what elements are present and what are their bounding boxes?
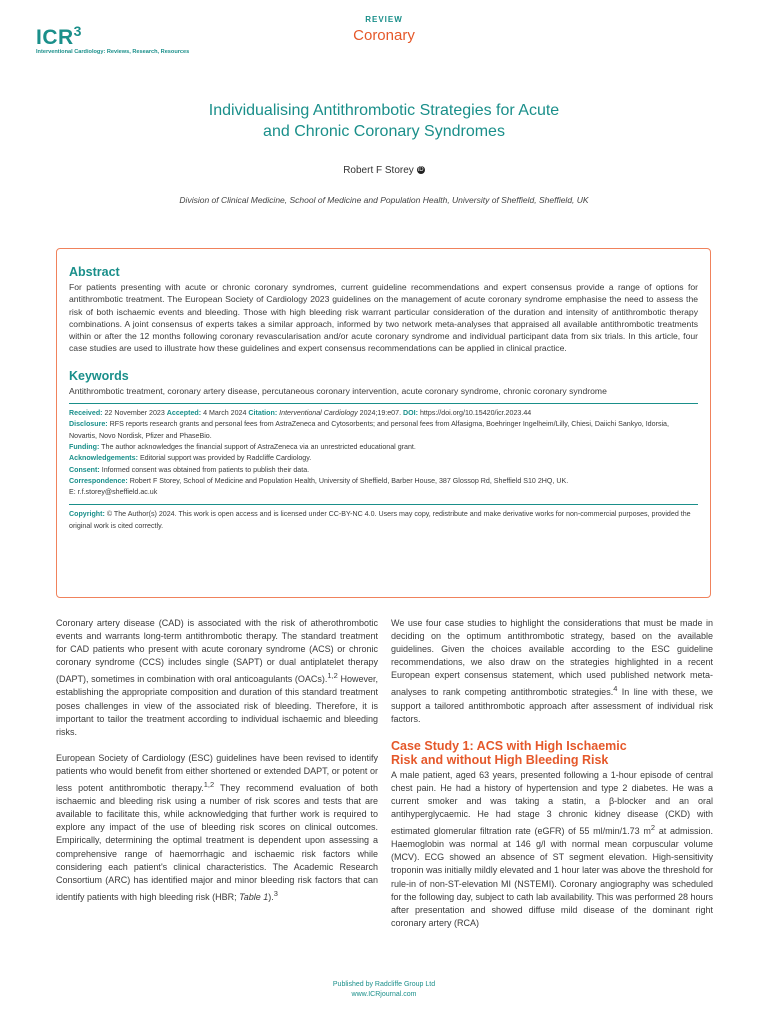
copyright-text: © The Author(s) 2024. This work is open access and is licensed under CC-BY-NC 4.0. Users may copy, redistribute and make derivative works for non-commercial purposes, provided the original work is cited correctly. [69,510,691,530]
accepted-label: Accepted: [166,409,202,418]
case-study-1-heading: Case Study 1: ACS with High Ischaemic Risk and without High Bleeding Risk [391,738,627,767]
accepted-date: 4 March 2024 [201,409,249,418]
reference-superscript[interactable]: 3 [273,888,278,898]
divider [69,403,698,404]
abstract-box [56,248,711,598]
journal-url[interactable]: www.ICRjournal.com [351,991,417,998]
table-reference[interactable]: Table 1 [239,891,269,902]
funding-text: The author acknowledges the financial support of AstraZeneca via an unrestricted educational grant. [99,442,416,451]
orcid-icon[interactable]: iD [417,167,424,174]
doi-link[interactable]: https://doi.org/10.15420/icr.2023.44 [418,409,532,418]
reference-superscript[interactable]: 4 [613,684,618,694]
consent-line [69,465,698,476]
keywords-heading: Keywords [69,368,129,383]
logo-superscript: 3 [73,23,82,39]
body-paragraph: We use four case studies to highlight the considerations that must be made in deciding on the optimum antithrombotic strategy, based on the available guidelines. Given the choices available according to the ESC guideline recommendations, we also draw on the strategies highlighted in a recent European expert consensus statement, which used published network meta-analyses to rank competing antithrombotic strategies.$^4$ In line with these, we support a tailored antithrombotic approach after assessment of individual risk factors. [391,618,714,724]
title-line-2: and Chronic Coronary Syndromes [263,123,505,140]
acknowledgements-label: Acknowledgements: [69,454,138,463]
abstract-text: For patients presenting with acute or chronic coronary syndromes, current guideline recommendations and expert consensus provide a range of options for antithrombotic treatment. The European Society of Cardiology 2023 guidelines on the management of acute coronary syndrome emphasise the need to assess the risk of both ischaemic events and bleeding. Those with high bleeding risk warrant particular consideration of the duration and intensity of antithrombotic therapy combinations. A joint consensus of experts takes a similar approach, informed by two network meta-analyses that appraised all available antithrombotic treatments within or after the 12 months following coronary revascularisation and/or acute coronary syndrome and individual participant data from six trials. In this article, four case studies are used to illustrate how these guidelines and expert consensus recommendations can be applied in clinical practice. [69,282,698,354]
citation-details: 2024;19:e07. [357,409,404,418]
doi-label: DOI: [403,409,419,418]
divider [69,504,698,505]
disclosure-line [69,419,698,442]
received-label: Received: [69,409,103,418]
affiliation: Division of Clinical Medicine, School of Medicine and Population Health, University of Sheffield, Sheffield, UK [179,195,589,205]
page-footer [0,980,768,1000]
author-name: Robert F Storey [343,165,414,176]
author-line [0,165,768,176]
disclosure-label: Disclosure: [69,420,108,429]
copyright-line [69,509,698,532]
body-left-column [56,617,378,917]
body-paragraph: A male patient, aged 63 years, presented following a 1-hour episode of central chest pain. He had a history of hypertension and type 2 diabetes. He was a current smoker and was taking a statin, a β-blocker and an oral antihyperglycaemic. He had stage 3 chronic kidney disease (CKD) with estimated glomerular filtration rate (eGFR) of 55 ml/min/1.73 $m^2$ at admission. Haemoglobin was normal at 146 g/l with normal mean corpuscular volume (MCV). ECG showed an absence of ST segment elevation. High-sensitivity troponin was initially mildly elevated and 1 hour later was above the threshold for rule-in of non-ST-elevation MI (NSTEMI). Coronary angiography was scheduled for the following day, subject to cath lab availability. This was performed 28 hours after presentation and showed diffuse mild disease of the dominant right coronary artery (RCA) [391,769,713,928]
copyright-label: Copyright: [69,510,105,519]
dates-citation-line [69,408,698,419]
publisher-line: Published by Radcliffe Group Ltd [332,981,436,988]
section-name: Coronary [353,27,415,44]
acknowledgements-text: Editorial support was provided by Radcliffe Cardiology. [137,454,312,463]
abstract-heading: Abstract [69,265,120,279]
email-line[interactable]: E: r.f.storey@sheffield.ac.uk [69,488,158,497]
citation-journal: Interventional Cardiology [279,409,358,418]
citation-label: Citation: [248,409,278,418]
correspondence-label: Correspondence: [69,476,128,485]
logo-tagline: Interventional Cardiology: Reviews, Research, Resources [36,49,190,55]
reference-superscript[interactable]: 1,2 [203,780,215,790]
body-paragraph: European Society of Cardiology (ESC) guidelines have been revised to identify patients who would benefit from either shortened or extended DAPT, or potent or less potent antithrombotic therapy.$^{1,2}$ They recommend evaluation of both ischaemic and bleeding risk using a number of risk scores and tests that are available to facilitate this, while acknowledging that further work is required to explore any impact of the use of bleeding risk scores on clinical outcomes. Empirically, determining the optimal treatment is dependent upon assessing a comprehensive range of haemorrhagic and ischaemic risk factors while considering each patient's clinical characteristics. The Academic Research Consortium (ARC) has identified major and minor bleeding risk factors that can identify patients with high bleeding risk (HBR; Table 1).$^3$ [56,752,378,902]
body-right-column [391,617,713,943]
funding-label: Funding: [69,442,100,451]
body-paragraph: Coronary artery disease (CAD) is associated with the risk of atherothrombotic events and warrants long-term antithrombotic therapy. The standard treatment for CAD patients who present with acute coronary syndrome (ACS) or chronic coronary syndrome (CCS) includes single (SAPT) or dual antiplatelet therapy (DAPT), sometimes in combination with oral anticoagulants (OACs).$^{1,2}$ However, establishing the appropriate composition and duration of this standard treatment poses challenges in view of the associated risk of bleeding. Therefore, it is important to tailor the treatment according to individual ischaemic and bleeding risks. [56,618,378,737]
keywords-text: Antithrombotic treatment, coronary artery disease, percutaneous coronary intervention, acute coronary syndrome, chronic coronary syndrome [69,385,607,396]
correspondence-line [69,476,698,487]
consent-text: Informed consent was obtained from patients to publish their data. [99,465,310,474]
funding-line [69,442,698,453]
acknowledgements-line [69,453,698,464]
consent-label: Consent: [69,465,100,474]
title-line-1: Individualising Antithrombotic Strategies for Acute [208,102,560,119]
received-date: 22 November 2023 [102,409,167,418]
unit-superscript: 2 [650,823,656,833]
reference-superscript[interactable]: 1,2 [327,671,338,681]
logo-text: ICR [36,26,74,49]
disclosure-text: RFS reports research grants and personal fees from AstraZeneca and Cytosorbents; and personal fees from Alfasigma, Boehringer Ingelheim/Lilly, Chiesi, Daiichi Sankyo, Idorsia, Novartis, Novo Nordisk, Pfizer and PhaseBio. [69,420,669,440]
article-type: REVIEW [365,15,403,24]
section-header [0,15,768,44]
article-title [0,100,768,142]
correspondence-text: Robert F Storey, School of Medicine and Population Health, University of Sheffield, Barber House, 387 Glossop Rd, Sheffield S10 2HQ, UK. [127,476,569,485]
